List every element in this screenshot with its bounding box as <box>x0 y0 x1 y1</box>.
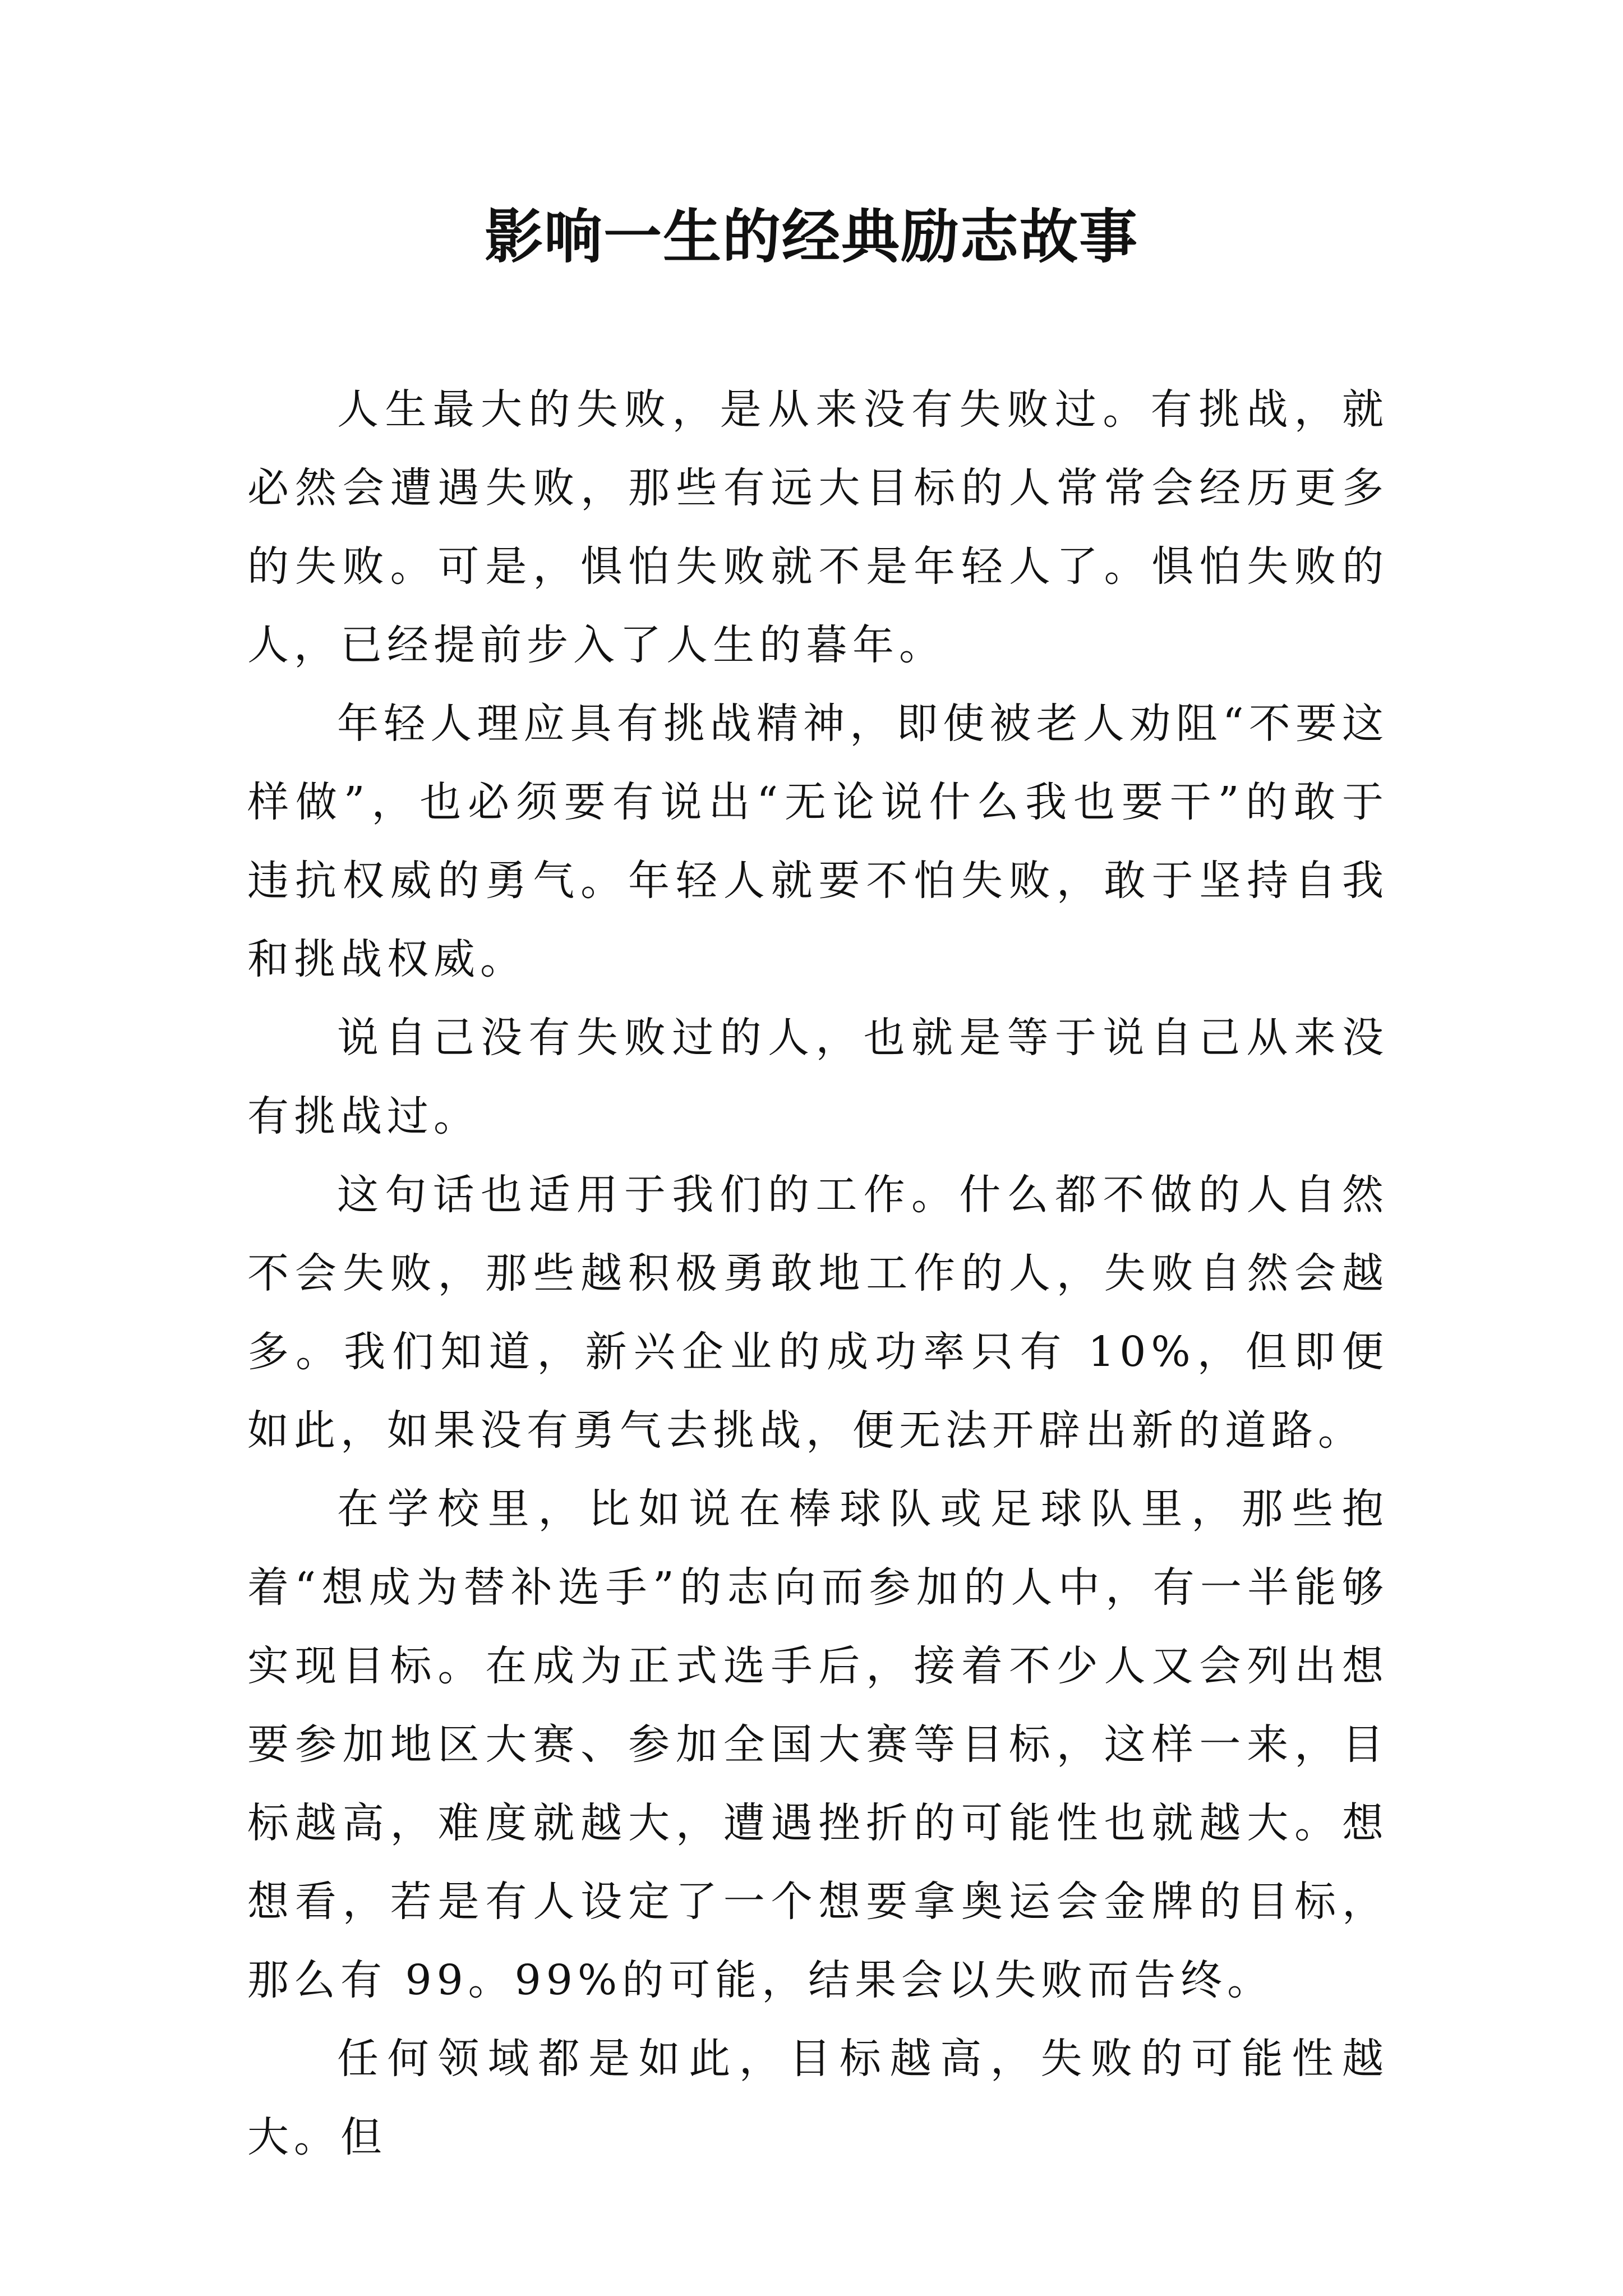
paragraph: 人生最大的失败，是从来没有失败过。有挑战，就必然会遭遇失败，那些有远大目标的人常常会经历更多的失败。可是，惧怕失败就不是年轻人了。惧怕失败的人，已经提前步入了人生的暮年。 <box>247 385 1389 669</box>
document-title: 影响一生的经典励志故事 <box>484 202 1138 271</box>
paragraph: 任何领域都是如此，目标越高，失败的可能性越大。但 <box>247 2035 1389 2161</box>
paragraph: 说自己没有失败过的人，也就是等于说自己从来没有挑战过。 <box>247 1014 1389 1140</box>
paragraph: 这句话也适用于我们的工作。什么都不做的人自然不会失败，那些越积极勇敢地工作的人，失败自然会越多。我们知道，新兴企业的成功率只有 10%，但即便如此，如果没有勇气去挑战，便无法开辟出新的道路。 <box>247 1171 1389 1455</box>
document-body <box>247 370 1389 2177</box>
paragraph: 年轻人理应具有挑战精神，即使被老人劝阻“不要这样做”，也必须要有说出“无论说什么我也要干”的敢于违抗权威的勇气。年轻人就要不怕失败，敢于坚持自我和挑战权威。 <box>247 700 1389 983</box>
paragraph: 在学校里，比如说在棒球队或足球队里，那些抱着“想成为替补选手”的志向而参加的人中，有一半能够实现目标。在成为正式选手后，接着不少人又会列出想要参加地区大赛、参加全国大赛等目标，这样一来，目标越高，难度就越大，遭遇挫折的可能性也就越大。想想看，若是有人设定了一个想要拿奥运会金牌的目标，那么有 99。99%的可能，结果会以失败而告终。 <box>247 1485 1389 2004</box>
